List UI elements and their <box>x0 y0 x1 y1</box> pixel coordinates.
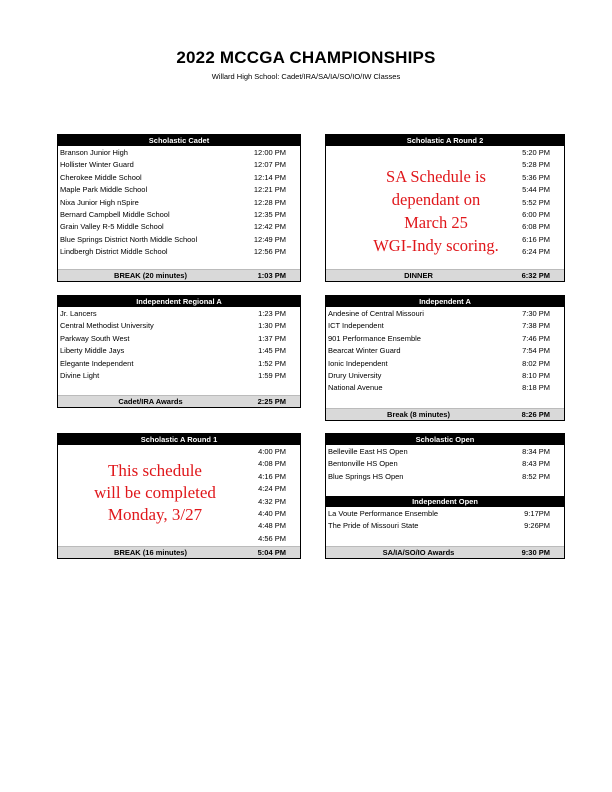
note-line: SA Schedule is <box>386 167 486 186</box>
footer-time: 1:03 PM <box>257 271 286 280</box>
table-row <box>326 358 564 370</box>
row-name: Central Methodist University <box>60 321 154 331</box>
table-row <box>58 172 300 184</box>
footer-name: Break (8 minutes) <box>387 410 450 419</box>
table-row <box>58 209 300 221</box>
row-time: 5:28 PM <box>522 160 550 170</box>
footer-name: BREAK (16 minutes) <box>114 548 187 557</box>
table-scholastic-a-round2 <box>325 134 565 282</box>
row-time: 1:52 PM <box>258 358 286 368</box>
table-row <box>326 508 564 520</box>
table-row <box>326 458 564 470</box>
row-name: Bernard Campbell Middle School <box>60 209 170 219</box>
row-name: Belleville East HS Open <box>328 447 408 456</box>
table-row <box>326 345 564 357</box>
note-line: dependant on <box>391 190 481 209</box>
row-time: 12:28 PM <box>253 197 286 207</box>
table-footer <box>58 395 300 407</box>
note-line: WGI-Indy scoring. <box>373 236 499 255</box>
footer-time: 2:25 PM <box>257 397 286 406</box>
table-row <box>58 533 300 545</box>
row-time: 4:40 PM <box>258 508 286 518</box>
table-row <box>326 382 564 394</box>
row-name: Parkway South West <box>60 333 130 343</box>
row-time: 9:26PM <box>524 521 550 531</box>
row-name: Grain Valley R-5 Middle School <box>60 222 164 232</box>
row-name: ICT Independent <box>328 321 384 331</box>
table-row <box>58 159 300 171</box>
footer-time: 9:30 PM <box>521 548 550 557</box>
footer-time: 8:26 PM <box>521 410 550 419</box>
footer-name: Cadet/IRA Awards <box>118 397 183 406</box>
row-time: 8:10 PM <box>522 370 550 380</box>
table-footer <box>326 546 564 558</box>
table-row <box>326 471 564 483</box>
row-name: Andesine of Central Missouri <box>328 309 424 318</box>
footer-name: DINNER <box>404 271 433 280</box>
row-time: 8:34 PM <box>522 447 550 456</box>
row-time: 4:24 PM <box>258 484 286 494</box>
row-time: 8:18 PM <box>522 383 550 393</box>
row-name: The Pride of Missouri State <box>328 521 419 531</box>
table-row <box>58 320 300 332</box>
row-time: 12:07 PM <box>253 160 286 170</box>
table-row <box>58 345 300 357</box>
table-row <box>58 358 300 370</box>
table-footer <box>326 269 564 281</box>
row-time: 5:52 PM <box>522 197 550 207</box>
row-name: Blue Springs District North Middle School <box>60 234 198 244</box>
row-name: Divine Light <box>60 370 100 380</box>
table-row <box>58 246 300 258</box>
row-time: 6:16 PM <box>522 234 550 244</box>
row-time: 4:48 PM <box>258 521 286 531</box>
table-row <box>326 320 564 332</box>
footer-time: 5:04 PM <box>257 548 286 557</box>
footer-name: BREAK (20 minutes) <box>114 271 187 280</box>
table-row <box>58 197 300 209</box>
row-time: 8:52 PM <box>522 471 550 481</box>
table-row <box>326 333 564 345</box>
table-row <box>326 446 564 458</box>
row-time: 6:00 PM <box>522 209 550 219</box>
row-name: Lindbergh District Middle School <box>60 247 168 257</box>
row-name: La Voute Performance Ensemble <box>328 509 439 518</box>
table-row <box>58 308 300 320</box>
row-name: Cherokee Middle School <box>60 172 142 182</box>
row-time: 7:46 PM <box>522 333 550 343</box>
row-time: 6:08 PM <box>522 222 550 232</box>
row-time: 9:17PM <box>524 509 550 518</box>
table-row <box>58 446 300 458</box>
row-time: 7:38 PM <box>522 321 550 331</box>
footer-name: SA/IA/SO/IO Awards <box>382 548 455 557</box>
row-time: 1:23 PM <box>258 309 286 318</box>
row-name: Maple Park Middle School <box>60 185 148 195</box>
table-header: Scholastic Open <box>326 434 564 445</box>
row-name: Branson Junior High <box>60 148 128 157</box>
table-row <box>326 370 564 382</box>
table-row <box>326 520 564 532</box>
row-time: 1:59 PM <box>258 370 286 380</box>
row-time: 4:32 PM <box>258 496 286 506</box>
row-name: Drury University <box>328 370 382 380</box>
row-time: 1:37 PM <box>258 333 286 343</box>
table-independent-regional-a <box>57 295 301 408</box>
row-name: Jr. Lancers <box>60 309 97 318</box>
row-time: 12:21 PM <box>253 185 286 195</box>
table-footer <box>58 269 300 281</box>
row-time: 5:44 PM <box>522 185 550 195</box>
note-line: will be completed <box>94 483 216 502</box>
row-time: 12:00 PM <box>253 148 286 157</box>
table-scholastic-a-round1 <box>57 433 301 559</box>
schedule-note <box>70 460 240 526</box>
note-line: March 25 <box>404 213 468 232</box>
row-name: Bearcat Winter Guard <box>328 346 401 356</box>
table-footer <box>58 546 300 558</box>
table-header: Scholastic Cadet <box>58 135 300 146</box>
row-time: 5:36 PM <box>522 172 550 182</box>
row-time: 8:43 PM <box>522 459 550 469</box>
table-footer <box>326 408 564 420</box>
independent-open-header: Independent Open <box>326 496 564 507</box>
table-row <box>326 147 564 159</box>
row-time: 8:02 PM <box>522 358 550 368</box>
table-independent-a <box>325 295 565 421</box>
table-row <box>326 308 564 320</box>
table-row <box>58 184 300 196</box>
row-name: Blue Springs HS Open <box>328 471 404 481</box>
row-time: 4:16 PM <box>258 471 286 481</box>
table-scholastic-cadet <box>57 134 301 282</box>
row-name: Elegante Independent <box>60 358 134 368</box>
table-row <box>58 221 300 233</box>
schedule-note <box>346 165 526 257</box>
row-time: 12:56 PM <box>253 247 286 257</box>
table-header: Scholastic A Round 2 <box>326 135 564 146</box>
table-header: Scholastic A Round 1 <box>58 434 300 445</box>
row-time: 12:42 PM <box>253 222 286 232</box>
independent-open-rows <box>326 508 564 533</box>
row-time: 4:56 PM <box>258 533 286 543</box>
row-name: Nixa Junior High nSpire <box>60 197 139 207</box>
note-line: Monday, 3/27 <box>107 505 203 524</box>
note-line: This schedule <box>108 461 202 480</box>
row-time: 6:24 PM <box>522 247 550 257</box>
row-name: National Avenue <box>328 383 383 393</box>
row-time: 1:30 PM <box>258 321 286 331</box>
row-name: Bentonville HS Open <box>328 459 398 469</box>
row-name: Hollister Winter Guard <box>60 160 134 170</box>
row-time: 5:20 PM <box>522 148 550 157</box>
page-subtitle: Willard High School: Cadet/IRA/SA/IA/SO/IO/IW Classes <box>211 72 401 81</box>
table-row <box>58 370 300 382</box>
table-row <box>58 147 300 159</box>
table-row <box>58 234 300 246</box>
table-header: Independent A <box>326 296 564 307</box>
row-time: 12:14 PM <box>253 172 286 182</box>
row-name: Ionic Independent <box>328 358 388 368</box>
row-time: 1:45 PM <box>258 346 286 356</box>
row-name: 901 Performance Ensemble <box>328 333 421 343</box>
table-scholastic-open <box>325 433 565 559</box>
row-time: 12:49 PM <box>253 234 286 244</box>
row-time: 4:08 PM <box>258 459 286 469</box>
row-time: 4:00 PM <box>258 447 286 456</box>
table-row <box>58 333 300 345</box>
table-header: Independent Regional A <box>58 296 300 307</box>
page-title: 2022 MCCGA CHAMPIONSHIPS <box>176 48 436 67</box>
row-time: 12:35 PM <box>253 209 286 219</box>
footer-time: 6:32 PM <box>521 271 550 280</box>
row-time: 7:54 PM <box>522 346 550 356</box>
row-name: Liberty Middle Jays <box>60 346 125 356</box>
row-time: 7:30 PM <box>522 309 550 318</box>
